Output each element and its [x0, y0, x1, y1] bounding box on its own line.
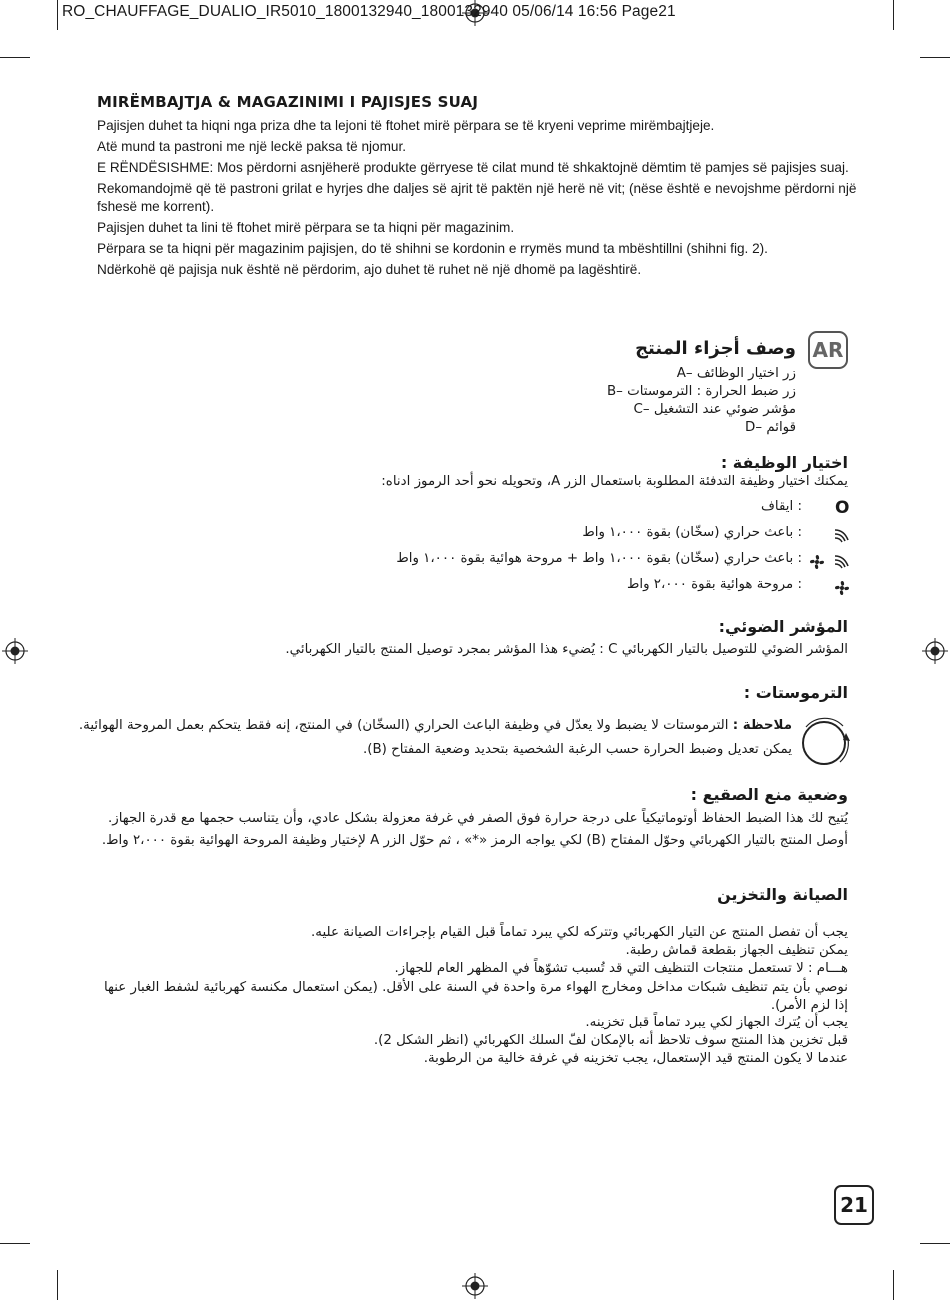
- crop-mark: [57, 1270, 58, 1300]
- indicator-title: المؤشر الضوئي:: [718, 617, 848, 636]
- maintenance-title: الصيانة والتخزين: [717, 885, 848, 904]
- print-header: RO_CHAUFFAGE_DUALIO_IR5010_1800132940_1800132940 05/06/14 16:56 Page21: [62, 3, 676, 20]
- paragraph: Pajisjen duhet ta lini të ftohet mirë përpara se ta hiqni për magazinim.: [97, 220, 515, 235]
- maintenance-line: هـــام : لا تستعمل منتجات التنظيف التي قد تُسبب تشوّهاً في المظهر العام للجهاز.: [394, 961, 848, 976]
- indicator-text: المؤشر الضوئي للتوصيل بالتيار الكهربائي C : يُضيء هذا المؤشر بمجرد توصيل المنتج بالتيار الكهربائي.: [285, 642, 848, 657]
- paragraph: Rekomandojmë që të pastroni grilat e hyrjes dhe daljes së ajrit të paktën një herë në vit; (nëse është e nevojshme përdorni një fshesë me korrent).: [97, 181, 857, 214]
- frost-line: يُتيح لك هذا الضبط الحفاظ أوتوماتيكياً على درجة حرارة فوق الصفر في غرفة معزولة بشكل عادي، وأن يتناسب حجمها مع قدرة الجهاز.: [108, 811, 848, 826]
- maintenance-line: يجب أن يُترك الجهاز لكي يبرد تماماً قبل تخزينه.: [585, 1015, 848, 1030]
- part-item: D– قوائم: [745, 420, 796, 435]
- maintenance-line: عندما لا يكون المنتج قيد الإستعمال، يجب تخزينه في غرفة خالية من الرطوبة.: [423, 1051, 848, 1066]
- note-text: الترموستات لا يضبط ولا يعدّل في وظيفة الباعث الحراري (السخّان) في المنتج، إنه فقط يتحكم بعمل المروحة الهوائية.: [78, 718, 733, 733]
- crop-mark: [0, 57, 30, 58]
- heat-icon: [832, 526, 852, 546]
- maintenance-line: نوصي بأن يتم تنظيف شبكات مداخل ومخارج الهواء مرة واحدة في السنة على الأقل. (يمكن استعمال مكنسة كهربائية لشفط الغبار عنها إذا لزم الأمر).: [103, 980, 848, 1013]
- part-item: A– زر اختيار الوظائف: [676, 366, 796, 381]
- thermostat-dial-icon: [796, 717, 852, 769]
- note-label: ملاحظة :: [732, 718, 792, 733]
- fan-icon: [832, 578, 852, 598]
- thermostat-title: الترموستات :: [743, 683, 848, 702]
- crop-mark: [893, 1270, 894, 1300]
- registration-mark-left: [2, 638, 28, 664]
- crop-mark: [57, 0, 58, 30]
- crop-mark: [893, 0, 894, 30]
- frost-line: أوصل المنتج بالتيار الكهربائي وحوّل المفتاح (B) لكي يواجه الرمز «*» ، ثم حوّل الزر A لإختيار وظيفة المروحة الهوائية بقوة ٢،٠٠٠ واط.: [101, 833, 848, 848]
- maintenance-line: يجب أن تفصل المنتج عن التيار الكهربائي وتتركه لكي يبرد تماماً قبل القيام بإجراءات الصيانة عليه.: [311, 925, 848, 940]
- fan-icon: [807, 552, 827, 572]
- paragraph: Atë mund ta pastroni me një leckë paksa të njomur.: [97, 139, 407, 154]
- mode-label: : باعث حراري (سخّان) بقوة ١،٠٠٠ واط: [582, 525, 802, 540]
- mode-symbol-off: O: [835, 498, 850, 518]
- thermostat-text: يمكن تعديل وضبط الحرارة حسب الرغبة الشخصية بتحديد وضعية المفتاح (B).: [362, 742, 792, 757]
- frost-title: وضعية منع الصقيع :: [690, 785, 848, 804]
- mode-label: : باعث حراري (سخّان) بقوة ١،٠٠٠ واط + مروحة هوائية بقوة ١،٠٠٠ واط: [396, 551, 802, 566]
- section-title-albanian: MIRËMBAJTJA & MAGAZINIMI I PAJISJES SUAJ: [97, 93, 479, 111]
- maintenance-line: قبل تخزين هذا المنتج سوف تلاحظ أنه بالإمكان لفّ السلك الكهربائي (انظر الشكل 2).: [373, 1033, 848, 1048]
- registration-mark-right: [922, 638, 948, 664]
- mode-label: : ايقاف: [761, 499, 802, 514]
- crop-mark: [0, 1243, 30, 1244]
- function-intro: يمكنك اختيار وظيفة التدفئة المطلوبة باستعمال الزر A، وتحويله نحو أحد الرموز ادناه:: [381, 474, 848, 489]
- part-item: B– زر ضبط الحرارة : الترموستات: [606, 384, 796, 399]
- part-item: C– مؤشر ضوئي عند التشغيل: [633, 402, 796, 417]
- page-number: 21: [834, 1185, 874, 1225]
- function-title: اختيار الوظيفة :: [720, 453, 848, 472]
- paragraph: Ndërkohë që pajisja nuk është në përdorim, ajo duhet të ruhet në një dhomë pa lagështirë.: [97, 262, 642, 277]
- crop-mark: [920, 1243, 950, 1244]
- paragraph: Përpara se ta hiqni për magazinim pajisjen, do të shihni se kordonin e rrymës mund ta mbështillni (shihni fig. 2).: [97, 241, 768, 256]
- heat-icon: [832, 552, 852, 572]
- maintenance-line: يمكن تنظيف الجهاز بقطعة قماش رطبة.: [625, 943, 848, 958]
- thermostat-note: [79, 718, 792, 733]
- registration-mark-bottom: [462, 1273, 488, 1299]
- crop-mark: [920, 57, 950, 58]
- parts-title: وصف أجزاء المنتج: [635, 338, 796, 359]
- mode-label: : مروحة هوائية بقوة ٢،٠٠٠ واط: [626, 577, 802, 592]
- paragraph: Pajisjen duhet ta hiqni nga priza dhe ta lejoni të ftohet mirë përpara se të kryeni veprime mirëmbajtjeje.: [97, 118, 715, 133]
- paragraph: E RËNDËSISHME: Mos përdorni asnjëherë produkte gërryese të cilat mund të shkaktojnë dëmtim të pamjes së pajisjes suaj.: [97, 160, 849, 175]
- language-badge-ar: AR: [808, 331, 848, 369]
